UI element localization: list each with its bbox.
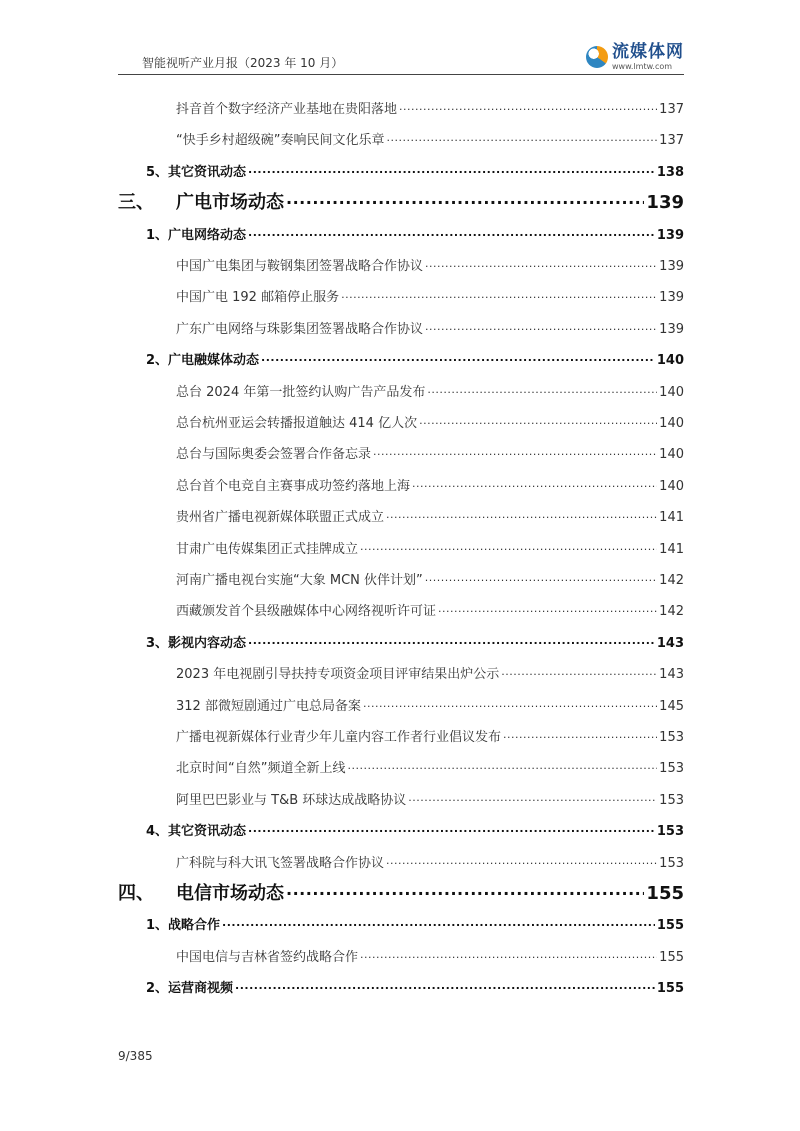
toc-entry-label: 2、广电融媒体动态	[146, 353, 260, 369]
toc-entry-label: 3、影视内容动态	[146, 635, 247, 651]
toc-page-number: 137	[659, 133, 684, 149]
toc-entry-label: 总台与国际奥委会签署合作备忘录	[176, 447, 372, 463]
toc-entry-label: 1、战略合作	[146, 918, 221, 934]
toc-dot-leader	[386, 510, 657, 521]
toc-section-entry[interactable]	[146, 349, 684, 368]
toc-dot-leader	[347, 761, 657, 772]
toc-entry-label: 西藏颁发首个县级融媒体中心网络视听许可证	[176, 604, 437, 620]
toc-page-number: 143	[659, 667, 684, 683]
toc-section-entry[interactable]	[146, 914, 684, 933]
toc-entry-label: 甘肃广电传媒集团正式挂牌成立	[176, 541, 359, 557]
toc-section-entry[interactable]	[146, 161, 684, 180]
toc-section-entry[interactable]	[146, 977, 684, 996]
toc-entry-label: 电信市场动态	[176, 883, 284, 904]
toc-item-entry[interactable]	[176, 443, 684, 462]
toc-chapter-number: 四、	[118, 883, 154, 904]
toc-section-entry[interactable]	[146, 224, 684, 243]
toc-chapter-entry[interactable]	[118, 188, 684, 214]
toc-entry-label: 北京时间“自然”频道全新上线	[176, 761, 346, 777]
toc-page-number: 138	[656, 164, 684, 180]
toc-entry-label: 总台 2024 年第一批签约认购广告产品发布	[176, 384, 426, 400]
logo-icon	[586, 46, 608, 68]
toc-dot-leader	[412, 479, 657, 490]
toc-item-entry[interactable]	[176, 757, 684, 776]
toc-page-number: 143	[656, 635, 684, 651]
toc-entry-label: 中国广电集团与鞍钢集团签署战略合作协议	[176, 259, 424, 274]
site-logo	[586, 42, 684, 74]
toc-dot-leader	[360, 950, 657, 961]
toc-dot-leader	[373, 447, 657, 458]
toc-section-entry[interactable]	[146, 632, 684, 651]
toc-page-number: 139	[659, 259, 684, 274]
toc-page-number: 153	[656, 824, 684, 840]
toc-dot-leader	[286, 883, 644, 899]
toc-dot-leader	[427, 385, 657, 396]
toc-item-entry[interactable]	[176, 475, 684, 494]
toc-page-number: 145	[659, 698, 684, 714]
toc-page-number: 155	[659, 949, 684, 965]
toc-chapter-entry[interactable]	[118, 879, 684, 905]
toc-page-number: 155	[646, 883, 684, 904]
toc-dot-leader	[248, 824, 655, 835]
toc-page-number: 139	[656, 227, 684, 243]
toc-dot-leader	[222, 918, 655, 929]
toc-page-number: 140	[659, 478, 684, 494]
toc-page-number: 153	[659, 792, 684, 808]
toc-item-entry[interactable]	[176, 695, 684, 714]
toc-entry-label: 1、广电网络动态	[146, 227, 247, 243]
page-indicator: 9/385	[118, 1049, 153, 1063]
toc-item-entry[interactable]	[176, 726, 684, 745]
toc-entry-label: 河南广播电视台实施“大象 MCN 伙伴计划”	[176, 573, 423, 588]
toc-page-number: 153	[659, 761, 684, 777]
toc-item-entry[interactable]	[176, 255, 684, 274]
toc-page-number: 153	[659, 855, 684, 871]
toc-entry-label: “快手乡村超级碗”奏响民间文化乐章	[176, 133, 385, 149]
toc-dot-leader	[408, 793, 657, 804]
toc-dot-leader	[419, 416, 657, 427]
toc-entry-label: 2023 年电视剧引导扶持专项资金项目评审结果出炉公示	[176, 667, 500, 683]
toc-dot-leader	[248, 636, 655, 647]
toc-entry-label: 4、其它资讯动态	[146, 824, 247, 840]
toc-entry-label: 2、运营商视频	[146, 981, 234, 997]
toc-entry-label: 贵州省广播电视新媒体联盟正式成立	[176, 510, 385, 526]
toc-page-number: 140	[659, 447, 684, 463]
toc-entry-label: 中国广电 192 邮箱停止服务	[176, 290, 340, 306]
toc-entry-label: 广科院与科大讯飞签署战略合作协议	[176, 855, 385, 871]
toc-item-entry[interactable]	[176, 789, 684, 808]
toc-page-number: 140	[656, 353, 684, 369]
toc-dot-leader	[386, 856, 657, 867]
toc-item-entry[interactable]	[176, 381, 684, 400]
page-header	[118, 0, 684, 75]
toc-page-number: 153	[659, 730, 684, 745]
toc-entry-label: 广东广电网络与珠影集团签署战略合作协议	[176, 321, 424, 337]
toc-dot-leader	[503, 730, 657, 741]
toc-dot-leader	[261, 353, 655, 364]
toc-entry-label: 抖音首个数字经济产业基地在贵阳落地	[176, 102, 398, 117]
toc-entry-label: 总台杭州亚运会转播报道触达 414 亿人次	[176, 416, 418, 431]
toc-dot-leader	[438, 604, 657, 615]
toc-dot-leader	[248, 228, 655, 239]
toc-item-entry[interactable]	[176, 852, 684, 871]
toc-entry-label: 阿里巴巴影业与 T&B 环球达成战略协议	[176, 792, 407, 808]
toc-dot-leader	[235, 981, 655, 992]
toc-item-entry[interactable]	[176, 506, 684, 525]
toc-entry-label: 中国电信与吉林省签约战略合作	[176, 949, 359, 965]
toc-entry-label: 广电市场动态	[176, 192, 284, 214]
toc-item-entry[interactable]	[176, 569, 684, 588]
toc-item-entry[interactable]	[176, 538, 684, 557]
toc-page-number: 141	[659, 541, 684, 557]
toc-item-entry[interactable]	[176, 98, 684, 117]
toc-page-number: 142	[659, 573, 684, 588]
logo-name: 流媒体网	[612, 42, 684, 62]
toc-page-number: 155	[656, 981, 684, 997]
toc-chapter-number: 三、	[118, 192, 154, 214]
toc-page-number: 139	[659, 321, 684, 337]
toc-dot-leader	[363, 699, 657, 710]
toc-page-number: 141	[659, 510, 684, 526]
toc-page-number: 139	[659, 290, 684, 306]
toc-item-entry[interactable]	[176, 286, 684, 305]
toc-dot-leader	[286, 192, 644, 208]
logo-url: www.lmtw.com	[612, 62, 673, 71]
toc-entry-label: 312 部微短剧通过广电总局备案	[176, 698, 361, 714]
toc-page-number: 139	[646, 192, 684, 214]
toc-dot-leader	[360, 542, 657, 553]
toc-entry-label: 广播电视新媒体行业青少年儿童内容工作者行业倡议发布	[176, 730, 502, 745]
toc-dot-leader	[425, 322, 657, 333]
toc-dot-leader	[501, 667, 657, 678]
toc-dot-leader	[341, 290, 657, 301]
toc-item-entry[interactable]	[176, 129, 684, 148]
toc-entry-label: 5、其它资讯动态	[146, 164, 247, 180]
toc-page-number: 140	[659, 384, 684, 400]
toc-dot-leader	[248, 165, 655, 176]
toc-item-entry[interactable]	[176, 946, 684, 965]
toc-item-entry[interactable]	[176, 412, 684, 431]
toc-page-number: 142	[659, 604, 684, 620]
toc-page-number: 155	[656, 918, 684, 934]
toc-item-entry[interactable]	[176, 663, 684, 682]
toc-page-number: 140	[659, 416, 684, 431]
toc-dot-leader	[425, 259, 657, 270]
report-title: 智能视听产业月报（2023 年 10 月）	[142, 56, 344, 70]
toc-page-number: 137	[659, 102, 684, 117]
toc-dot-leader	[425, 573, 657, 584]
toc-item-entry[interactable]	[176, 600, 684, 619]
toc-item-entry[interactable]	[176, 318, 684, 337]
toc-dot-leader	[399, 102, 657, 113]
toc-section-entry[interactable]	[146, 820, 684, 839]
toc-entry-label: 总台首个电竞自主赛事成功签约落地上海	[176, 478, 411, 494]
toc-dot-leader	[386, 133, 657, 144]
